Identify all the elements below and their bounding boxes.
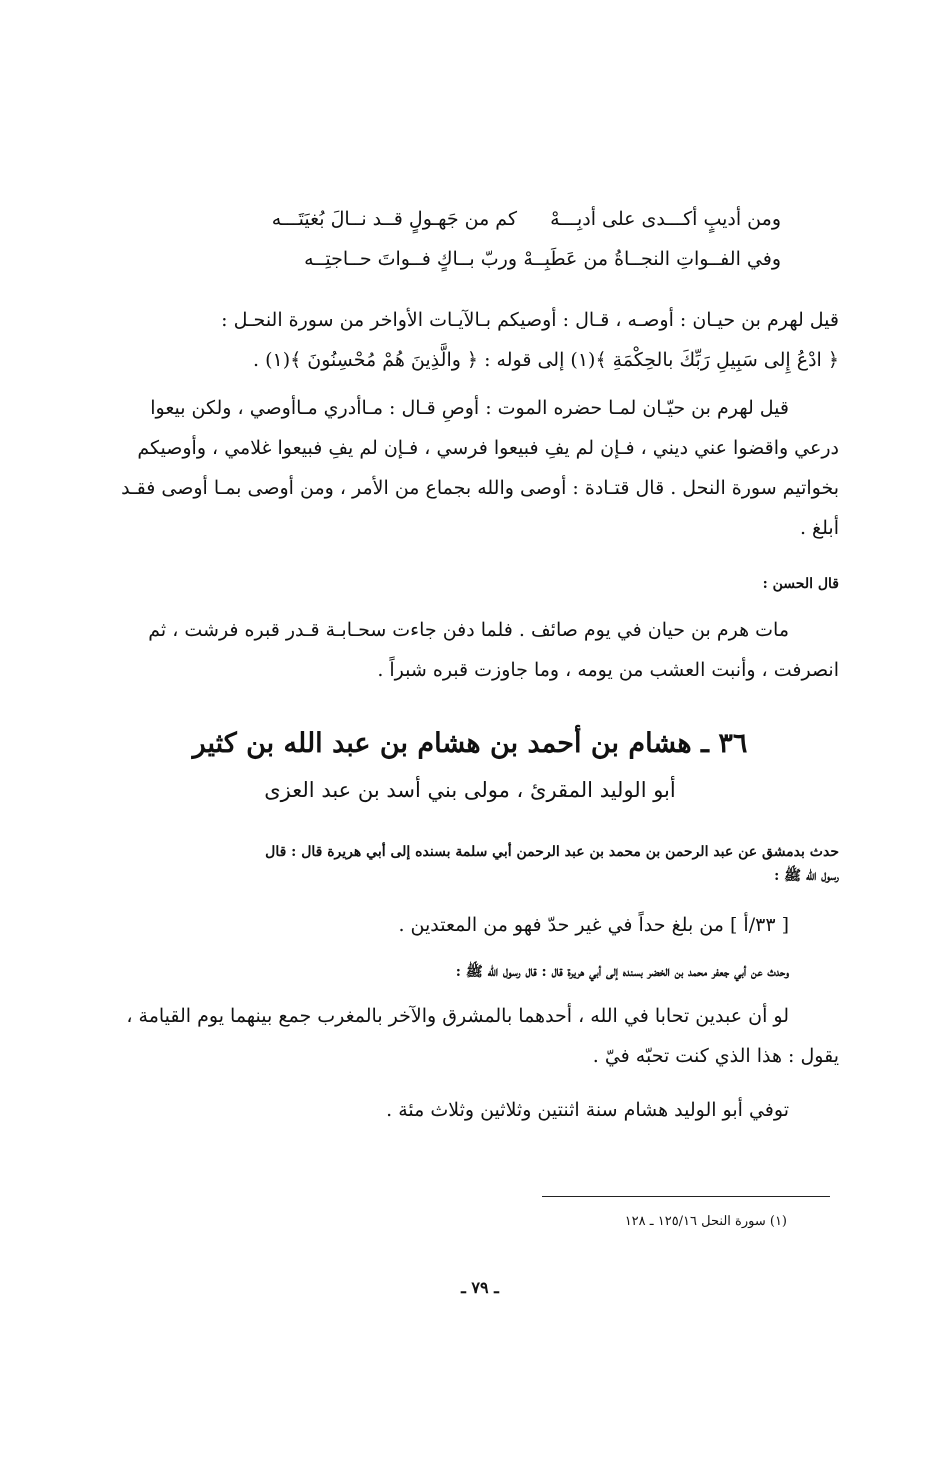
text-line: رسول الله ﷺ :	[774, 868, 839, 884]
paragraph-death-of-harim	[119, 610, 839, 690]
poem-verse-1-left: كم من جَهـولٍ قــد نــالَ بُغيَتَـــه	[271, 208, 517, 230]
poem-verse-1-right: ومن أديبٍ أكـــدى على أدبِـــهْ	[550, 208, 781, 230]
footnote-divider	[542, 1196, 830, 1197]
death-note: توفي أبو الوليد هشام سنة اثنتين وثلاثين وثلاث مئة .	[386, 1099, 789, 1121]
text-line: قيل لهرم بن حيـان : أوصـه ، قـال : أوصيكم بـالآيـات الأواخر من سورة النحـل :	[221, 309, 839, 331]
poem-verse-2-left: وربّ بــاكٍ فــواتَ حــاجتِــه	[304, 248, 517, 270]
text-line: قيل لهرم بن حيّـان لمـا حضره الموت : أوصِ قـال : مـاأدري مـاأوصي ، ولكن بيعوا	[150, 397, 789, 419]
text-line: بخواتيم سورة النحل . قال قتـادة : أوصى والله بجماع من الأمر ، ومن أوصى بمـا أوصى فقـد	[121, 477, 839, 499]
text-line: انصرفت ، وأنبت العشب من يومه ، وما جاوزت قبره شبراً .	[377, 659, 839, 681]
section-subtitle: أبو الوليد المقرئ ، مولى بني أسد بن عبد العزى	[264, 778, 676, 802]
paragraph-wasiyya-verses	[119, 300, 839, 380]
isnad-first	[119, 840, 839, 888]
footnote: (١) سورة النحل ١٢٥/١٦ ـ ١٢٨	[624, 1214, 787, 1229]
section-title: ٣٦ ـ هشام بن أحمد بن هشام بن عبد الله بن كثير	[192, 728, 748, 759]
text-line: لو أن عبدين تحابا في الله ، أحدهما بالمشرق والآخر بالمغرب جمع بينهما يوم القيامة ،	[126, 1005, 789, 1027]
hasan-label: قال الحسن :	[762, 576, 839, 592]
text-line: درعي واقضوا عني ديني ، فـإن لم يفِ فبيعوا فرسي ، فـإن لم يفِ فبيعوا غلامي ، وأوصيكم	[137, 437, 839, 459]
text-line: يقول : هذا الذي كنت تحبّه فيّ .	[592, 1045, 839, 1067]
hadith-second	[119, 996, 839, 1076]
text-line: ﴿ ادْعُ إِلى سَبِيلِ رَبِّكَ بالحِكْمَةِ ﴾(١) إلى قوله : ﴿ والَّذِينَ هُمْ مُحْسِنُونَ ﴾(١) .	[252, 349, 839, 371]
text-line: مات هرم بن حيان في يوم صائف . فلما دفن جاءت سحـابـة قـدر قبره فرشت ، ثم	[148, 619, 789, 641]
isnad-second: وحدث عن أبي جعفر محمد بن الخضر بسنده إلى أبي هريرة قال : قال رسول الله ﷺ :	[455, 964, 789, 980]
hadith-first: [ ٣٣/أ ] من بلغ حداً في غير حدّ فهو من المعتدين .	[398, 914, 789, 936]
page-number: ـ ٧٩ ـ	[461, 1278, 499, 1297]
text-line: أبلغ .	[799, 517, 839, 539]
paragraph-deathbed-advice	[119, 388, 839, 548]
text-line: حدث بدمشق عن عبد الرحمن بن محمد بن عبد الرحمن أبي سلمة بسنده إلى أبي هريرة قال : قال	[265, 844, 839, 860]
poem-verse-2-right: وفي الفــواتِ النجــاةُ من عَطَبِــهْ	[523, 248, 781, 270]
